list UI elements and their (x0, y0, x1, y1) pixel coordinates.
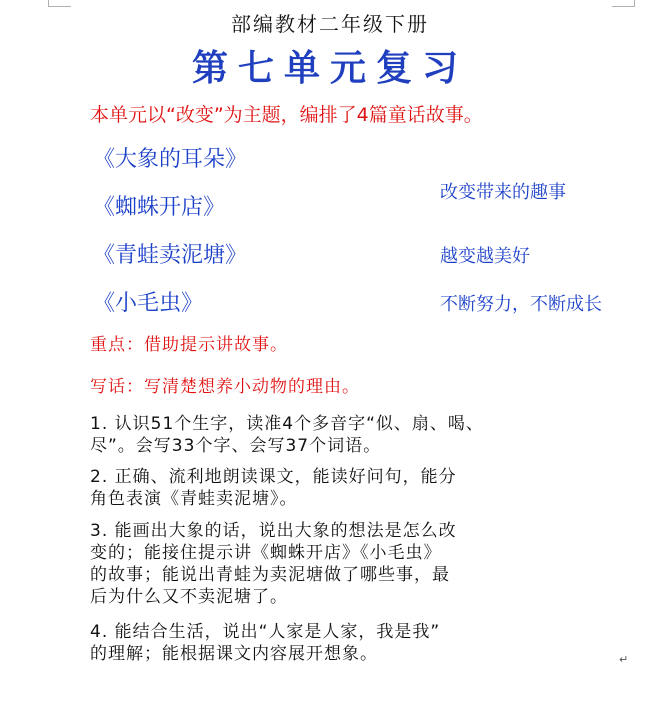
page-corner-mark (48, 0, 71, 7)
goal-line: 角色表演《青蛙卖泥塘》。 (90, 489, 298, 509)
page-corner-mark (612, 0, 635, 7)
key-point: 重点：借助提示讲故事。 (90, 335, 288, 355)
goal-line: 变的；能接住提示讲《蜘蛛开店》《小毛虫》 (90, 543, 442, 563)
goal-line: 1. 认识51个生字，读准4个多音字“似、扇、喝、 (90, 414, 484, 434)
story-title: 《小毛虫》 (93, 291, 204, 316)
unit-intro: 本单元以“改变”为主题，编排了4篇童话故事。 (90, 104, 483, 126)
goal-line: 尽”。会写33个字、会写37个词语。 (90, 436, 382, 456)
story-theme: 改变带来的趣事 (440, 182, 566, 203)
story-theme: 不断努力，不断成长 (440, 294, 602, 315)
document-title: 部编教材二年级下册 (231, 12, 429, 36)
story-theme: 越变越美好 (440, 246, 530, 267)
story-title: 《蜘蛛开店》 (93, 195, 226, 220)
learning-goal (90, 466, 610, 510)
goal-line: 4. 能结合生活，说出“人家是人家，我是我” (90, 622, 441, 642)
learning-goal (90, 413, 610, 457)
story-title: 《青蛙卖泥塘》 (93, 243, 248, 268)
writing-task: 写话：写清楚想养小动物的理由。 (90, 377, 360, 397)
story-title: 《大象的耳朵》 (93, 147, 248, 172)
goal-line: 后为什么又不卖泥塘了。 (90, 587, 288, 607)
goal-line: 的故事；能说出青蛙为卖泥塘做了哪些事，最 (90, 565, 450, 585)
paragraph-mark-icon: ↵ (619, 653, 629, 666)
goal-line: 3. 能画出大象的话，说出大象的想法是怎么改 (90, 521, 457, 541)
unit-title: 第七单元复习 (191, 48, 468, 89)
learning-goal (90, 621, 610, 665)
goal-line: 的理解；能根据课文内容展开想象。 (90, 644, 378, 664)
learning-goal (90, 520, 610, 608)
goal-line: 2. 正确、流利地朗读课文，能读好问句，能分 (90, 467, 457, 487)
